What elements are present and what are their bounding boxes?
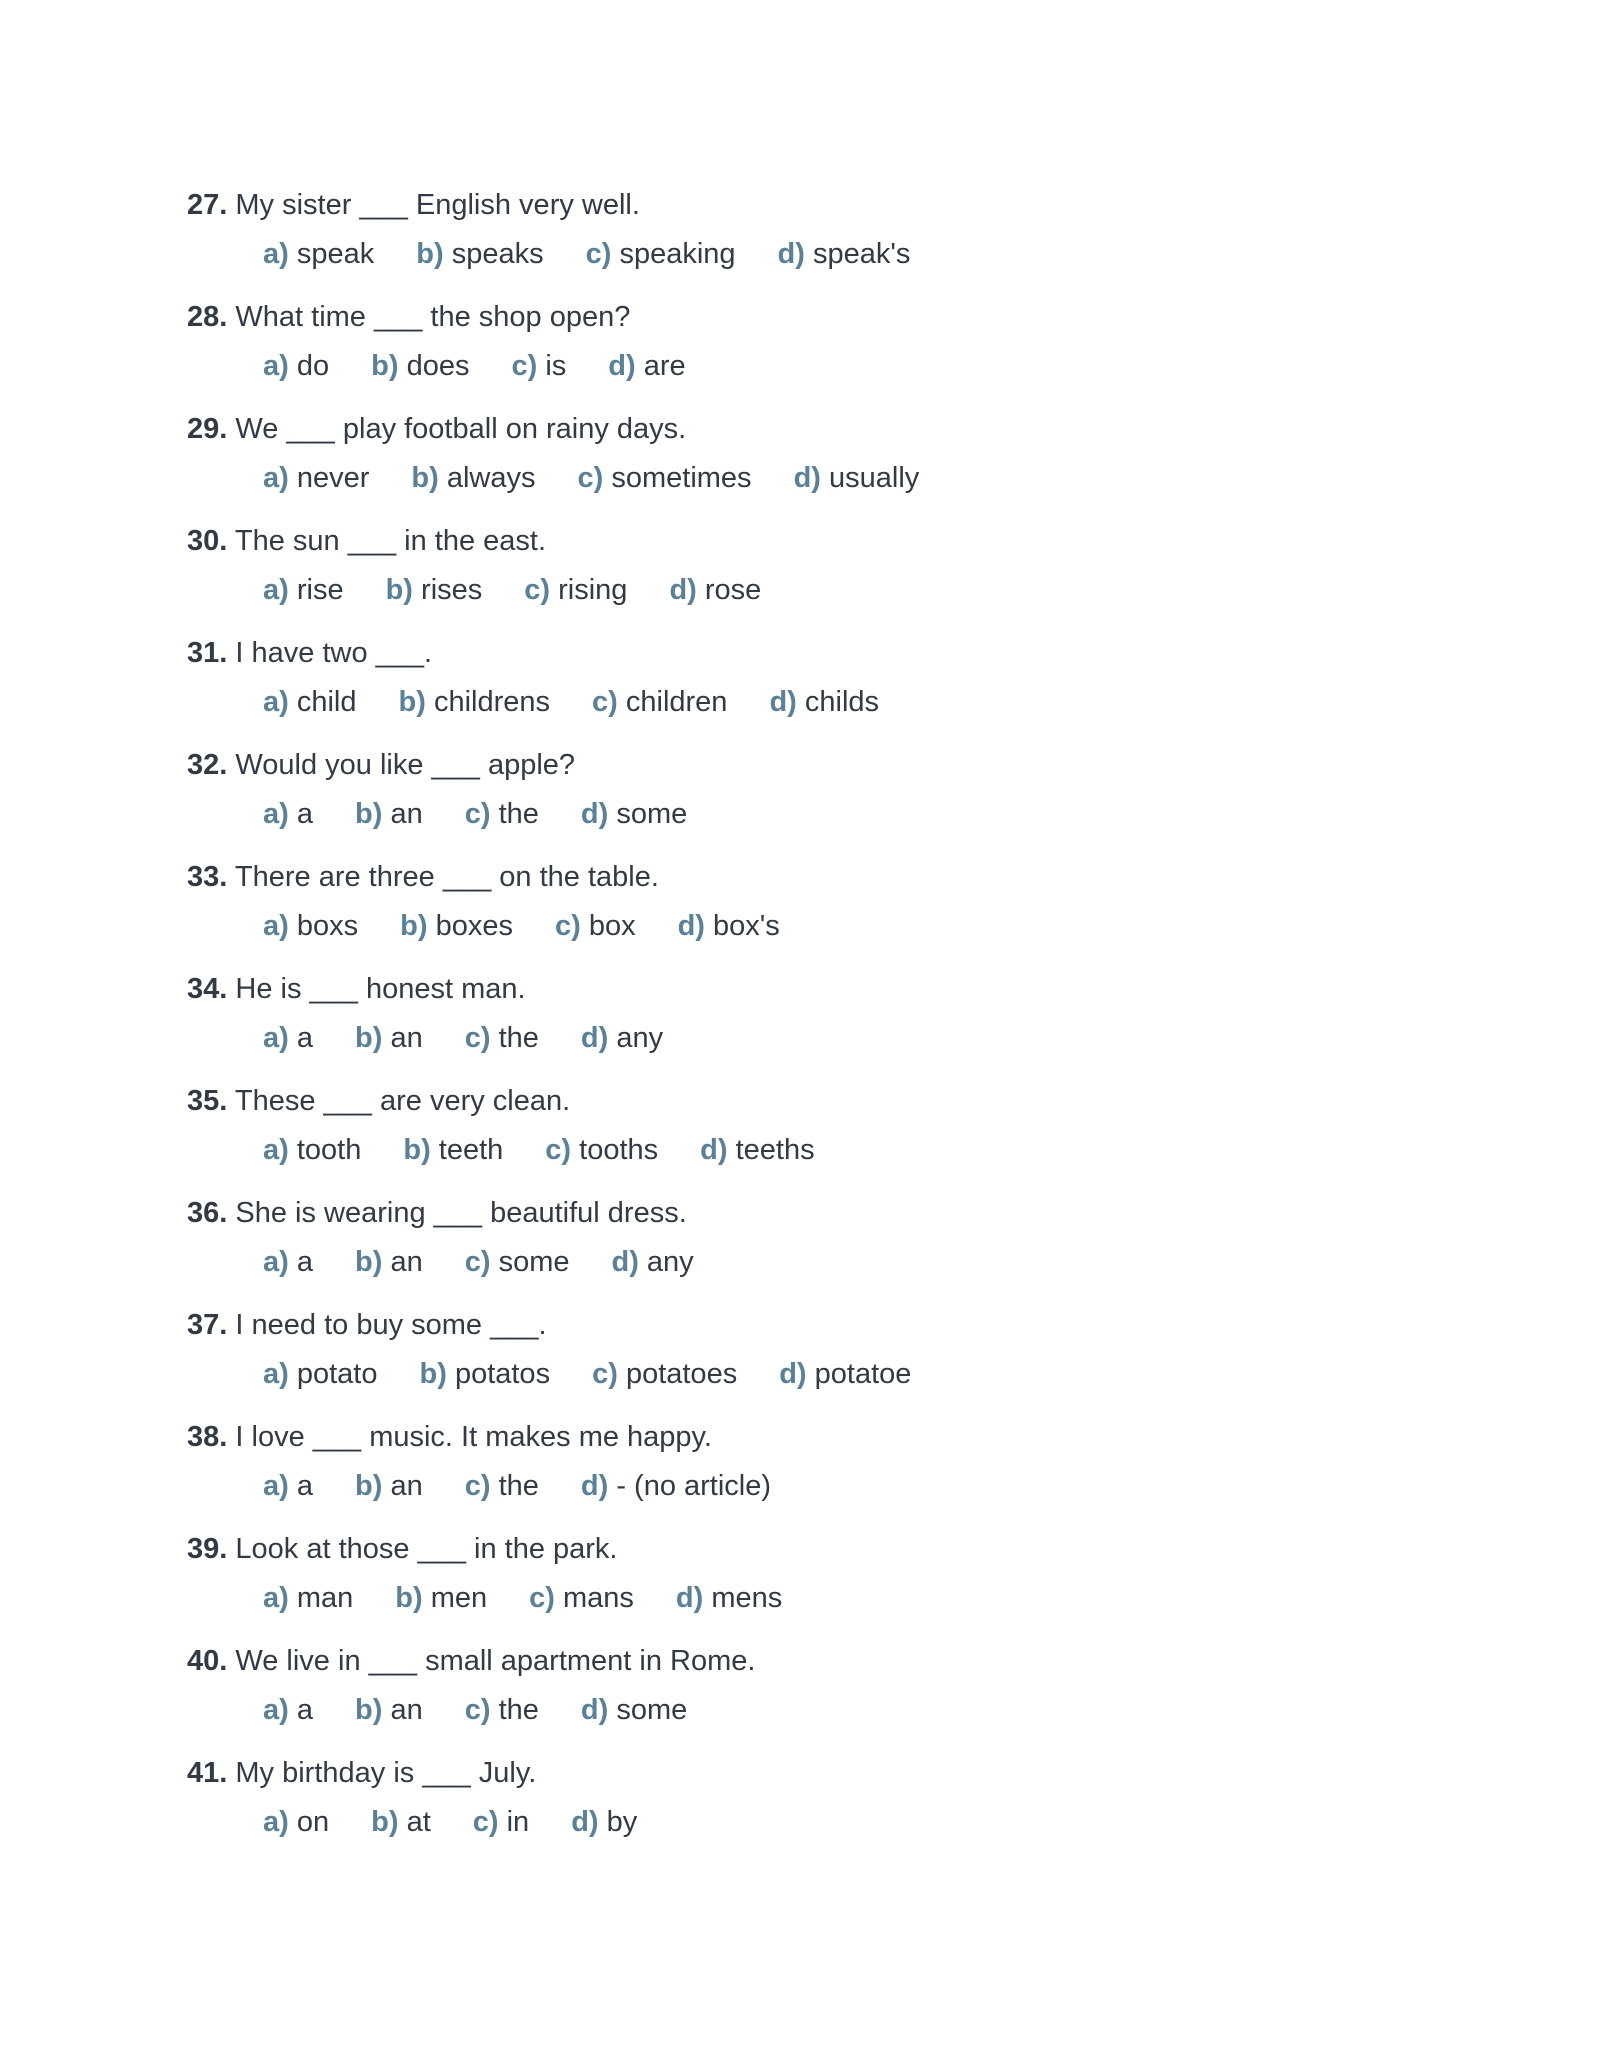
option-c[interactable] xyxy=(545,1129,658,1171)
option-letter: c) xyxy=(585,238,612,270)
option-text: teeths xyxy=(735,1134,815,1166)
question-number: 31. xyxy=(187,637,228,669)
option-d[interactable] xyxy=(676,1577,782,1619)
options-row xyxy=(263,457,1487,505)
option-text: speaking xyxy=(619,238,736,270)
option-d[interactable] xyxy=(700,1129,814,1171)
option-text: potato xyxy=(296,1358,378,1390)
option-letter: c) xyxy=(592,686,618,718)
option-b[interactable] xyxy=(386,569,483,611)
option-text: some xyxy=(616,798,688,830)
option-letter: a) xyxy=(263,462,289,494)
option-text: never xyxy=(296,462,370,494)
option-d[interactable] xyxy=(608,345,685,387)
option-text: child xyxy=(296,686,357,718)
question-text: She is wearing ___ beautiful dress. xyxy=(235,1197,687,1229)
option-text: at xyxy=(406,1806,431,1838)
option-letter: a) xyxy=(263,238,289,270)
option-c[interactable] xyxy=(592,1353,737,1395)
options-row xyxy=(263,345,1487,393)
option-letter: a) xyxy=(263,1134,289,1166)
option-c[interactable] xyxy=(524,569,627,611)
question-line xyxy=(187,401,1487,457)
question-line xyxy=(187,177,1487,233)
options-row xyxy=(263,569,1487,617)
option-b[interactable] xyxy=(420,1353,551,1395)
option-text: always xyxy=(446,462,536,494)
option-letter: d) xyxy=(580,1694,609,1726)
option-d[interactable] xyxy=(581,793,687,835)
question-41 xyxy=(187,1745,1487,1857)
option-letter: c) xyxy=(464,1022,491,1054)
option-text: the xyxy=(498,1694,539,1726)
option-letter: a) xyxy=(263,1358,289,1390)
option-letter: a) xyxy=(263,1694,289,1726)
option-c[interactable] xyxy=(578,457,752,499)
option-text: box xyxy=(588,910,636,942)
option-d[interactable] xyxy=(669,569,761,611)
option-text: some xyxy=(498,1246,570,1278)
option-letter: d) xyxy=(580,1470,609,1502)
question-line xyxy=(187,1185,1487,1241)
option-d[interactable] xyxy=(581,1689,687,1731)
option-text: is xyxy=(545,350,567,382)
question-number: 41. xyxy=(187,1757,228,1789)
option-c[interactable] xyxy=(465,1465,539,1507)
option-text: potatoe xyxy=(814,1358,912,1390)
option-d[interactable] xyxy=(779,1353,911,1395)
option-a[interactable] xyxy=(263,1689,313,1731)
option-letter: c) xyxy=(464,1246,491,1278)
question-40 xyxy=(187,1633,1487,1745)
option-letter: b) xyxy=(385,574,413,606)
option-d[interactable] xyxy=(778,233,911,275)
question-27 xyxy=(187,177,1487,289)
option-text: speaks xyxy=(451,238,544,270)
option-d[interactable] xyxy=(571,1801,637,1843)
option-text: potatos xyxy=(454,1358,551,1390)
question-number: 35. xyxy=(187,1085,228,1117)
option-b[interactable] xyxy=(355,1017,423,1059)
option-c[interactable] xyxy=(555,905,636,947)
option-letter: b) xyxy=(355,1246,383,1278)
option-letter: d) xyxy=(580,1022,609,1054)
question-text: He is ___ honest man. xyxy=(235,973,526,1005)
option-text: man xyxy=(296,1582,354,1614)
option-a[interactable] xyxy=(263,1801,329,1843)
option-text: rising xyxy=(558,574,628,606)
options-row xyxy=(263,1577,1487,1625)
option-text: by xyxy=(606,1806,638,1838)
options-row xyxy=(263,1689,1487,1737)
option-b[interactable] xyxy=(355,1465,423,1507)
option-letter: b) xyxy=(355,798,383,830)
option-a[interactable] xyxy=(263,345,329,387)
option-letter: a) xyxy=(263,350,289,382)
quiz-page xyxy=(187,177,1487,1857)
option-text: usually xyxy=(829,462,920,494)
option-a[interactable] xyxy=(263,457,369,499)
option-letter: b) xyxy=(419,1358,447,1390)
option-text: an xyxy=(390,1694,423,1726)
option-letter: d) xyxy=(777,238,805,270)
options-row xyxy=(263,1241,1487,1289)
option-letter: c) xyxy=(472,1806,499,1838)
question-number: 39. xyxy=(187,1533,228,1565)
option-a[interactable] xyxy=(263,569,344,611)
question-text: We live in ___ small apartment in Rome. xyxy=(235,1645,756,1677)
option-letter: b) xyxy=(416,238,444,270)
option-text: a xyxy=(296,1694,313,1726)
question-33 xyxy=(187,849,1487,961)
option-text: the xyxy=(498,1470,539,1502)
option-text: on xyxy=(296,1806,330,1838)
option-c[interactable] xyxy=(592,681,727,723)
option-c[interactable] xyxy=(465,1689,539,1731)
question-text: What time ___ the shop open? xyxy=(235,301,631,333)
option-letter: b) xyxy=(355,1022,383,1054)
question-line xyxy=(187,1633,1487,1689)
option-text: are xyxy=(643,350,686,382)
option-letter: c) xyxy=(464,1470,491,1502)
option-a[interactable] xyxy=(263,681,357,723)
option-c[interactable] xyxy=(465,1241,570,1283)
question-text: I have two ___. xyxy=(235,637,433,669)
question-number: 37. xyxy=(187,1309,228,1341)
option-letter: b) xyxy=(398,686,426,718)
options-row xyxy=(263,1129,1487,1177)
option-c[interactable] xyxy=(473,1801,529,1843)
option-text: any xyxy=(646,1246,694,1278)
option-text: men xyxy=(430,1582,488,1614)
option-letter: c) xyxy=(529,1582,555,1614)
option-c[interactable] xyxy=(529,1577,634,1619)
option-c[interactable] xyxy=(511,345,566,387)
option-text: in xyxy=(506,1806,530,1838)
option-b[interactable] xyxy=(400,905,513,947)
question-number: 27. xyxy=(187,189,228,221)
option-letter: a) xyxy=(263,1470,289,1502)
option-text: a xyxy=(296,1246,313,1278)
option-text: an xyxy=(390,1022,423,1054)
question-text: My sister ___ English very well. xyxy=(235,189,640,221)
option-letter: b) xyxy=(371,350,399,382)
question-number: 33. xyxy=(187,861,228,893)
option-b[interactable] xyxy=(416,233,543,275)
question-31 xyxy=(187,625,1487,737)
option-letter: c) xyxy=(511,350,538,382)
question-38 xyxy=(187,1409,1487,1521)
question-line xyxy=(187,1521,1487,1577)
option-letter: c) xyxy=(524,574,551,606)
option-text: a xyxy=(296,1470,313,1502)
option-letter: a) xyxy=(263,910,289,942)
option-text: a xyxy=(296,798,313,830)
option-d[interactable] xyxy=(581,1465,771,1507)
option-letter: d) xyxy=(769,686,797,718)
option-letter: b) xyxy=(371,1806,399,1838)
question-37 xyxy=(187,1297,1487,1409)
option-text: the xyxy=(498,1022,539,1054)
option-text: the xyxy=(498,798,539,830)
question-36 xyxy=(187,1185,1487,1297)
question-text: I love ___ music. It makes me happy. xyxy=(235,1421,712,1453)
option-letter: d) xyxy=(675,1582,704,1614)
option-a[interactable] xyxy=(263,1017,313,1059)
question-line xyxy=(187,1073,1487,1129)
option-letter: c) xyxy=(464,1694,491,1726)
option-a[interactable] xyxy=(263,1353,378,1395)
options-row xyxy=(263,793,1487,841)
question-line xyxy=(187,1745,1487,1801)
option-letter: a) xyxy=(263,798,289,830)
question-text: My birthday is ___ July. xyxy=(235,1757,537,1789)
option-letter: c) xyxy=(592,1358,618,1390)
question-number: 29. xyxy=(187,413,228,445)
option-c[interactable] xyxy=(586,233,736,275)
option-d[interactable] xyxy=(611,1241,693,1283)
question-number: 36. xyxy=(187,1197,228,1229)
question-number: 30. xyxy=(187,525,228,557)
option-letter: d) xyxy=(611,1246,639,1278)
option-letter: c) xyxy=(464,798,491,830)
option-a[interactable] xyxy=(263,1465,313,1507)
question-29 xyxy=(187,401,1487,513)
option-letter: d) xyxy=(608,350,636,382)
option-a[interactable] xyxy=(263,233,374,275)
option-text: sometimes xyxy=(611,462,752,494)
option-text: an xyxy=(390,1470,423,1502)
option-letter: b) xyxy=(411,462,439,494)
option-text: mans xyxy=(563,1582,634,1614)
question-line xyxy=(187,625,1487,681)
option-d[interactable] xyxy=(581,1017,663,1059)
question-line xyxy=(187,1409,1487,1465)
question-line xyxy=(187,737,1487,793)
option-b[interactable] xyxy=(371,1801,431,1843)
option-letter: d) xyxy=(677,910,705,942)
question-line xyxy=(187,849,1487,905)
option-b[interactable] xyxy=(371,345,469,387)
option-letter: a) xyxy=(263,686,289,718)
option-d[interactable] xyxy=(794,457,920,499)
option-a[interactable] xyxy=(263,905,358,947)
question-35 xyxy=(187,1073,1487,1185)
option-text: children xyxy=(625,686,728,718)
question-text: We ___ play football on rainy days. xyxy=(235,413,687,445)
option-letter: a) xyxy=(263,1022,289,1054)
option-letter: b) xyxy=(355,1694,383,1726)
question-number: 40. xyxy=(187,1645,228,1677)
options-row xyxy=(263,1801,1487,1849)
option-letter: a) xyxy=(263,574,289,606)
option-letter: c) xyxy=(577,462,604,494)
question-28 xyxy=(187,289,1487,401)
option-text: rises xyxy=(421,574,483,606)
question-text: There are three ___ on the table. xyxy=(234,861,659,893)
question-32 xyxy=(187,737,1487,849)
option-text: rose xyxy=(704,574,762,606)
option-c[interactable] xyxy=(465,793,539,835)
question-number: 32. xyxy=(187,749,228,781)
question-text: Would you like ___ apple? xyxy=(235,749,576,781)
question-line xyxy=(187,961,1487,1017)
option-letter: d) xyxy=(580,798,609,830)
option-letter: c) xyxy=(554,910,581,942)
option-text: - (no article) xyxy=(616,1470,772,1502)
option-text: speak's xyxy=(812,238,911,270)
option-letter: b) xyxy=(400,910,428,942)
option-text: rise xyxy=(296,574,344,606)
option-b[interactable] xyxy=(403,1129,503,1171)
question-line xyxy=(187,1297,1487,1353)
option-text: boxes xyxy=(435,910,513,942)
question-number: 28. xyxy=(187,301,228,333)
option-a[interactable] xyxy=(263,1129,361,1171)
option-text: mens xyxy=(711,1582,783,1614)
option-text: an xyxy=(390,798,423,830)
option-letter: b) xyxy=(403,1134,431,1166)
option-c[interactable] xyxy=(465,1017,539,1059)
option-b[interactable] xyxy=(355,1241,423,1283)
question-number: 34. xyxy=(187,973,228,1005)
option-text: a xyxy=(296,1022,313,1054)
option-text: some xyxy=(616,1694,688,1726)
option-letter: c) xyxy=(545,1134,572,1166)
option-d[interactable] xyxy=(769,681,879,723)
option-text: speak xyxy=(296,238,375,270)
option-letter: b) xyxy=(395,1582,423,1614)
option-letter: d) xyxy=(779,1358,807,1390)
question-line xyxy=(187,289,1487,345)
question-text: Look at those ___ in the park. xyxy=(235,1533,618,1565)
option-text: potatoes xyxy=(625,1358,738,1390)
option-text: box's xyxy=(713,910,780,942)
option-b[interactable] xyxy=(411,457,535,499)
option-text: tooths xyxy=(579,1134,659,1166)
option-letter: d) xyxy=(571,1806,599,1838)
option-text: teeth xyxy=(438,1134,504,1166)
option-b[interactable] xyxy=(399,681,551,723)
options-row xyxy=(263,1465,1487,1513)
question-number: 38. xyxy=(187,1421,228,1453)
question-30 xyxy=(187,513,1487,625)
option-a[interactable] xyxy=(263,1241,313,1283)
option-b[interactable] xyxy=(355,793,423,835)
options-row xyxy=(263,1353,1487,1401)
options-row xyxy=(263,233,1487,281)
option-a[interactable] xyxy=(263,793,313,835)
question-text: I need to buy some ___. xyxy=(235,1309,547,1341)
question-text: The sun ___ in the east. xyxy=(234,525,547,557)
option-text: childs xyxy=(804,686,880,718)
option-b[interactable] xyxy=(395,1577,487,1619)
option-text: does xyxy=(406,350,470,382)
option-letter: b) xyxy=(355,1470,383,1502)
option-letter: a) xyxy=(263,1806,289,1838)
option-text: any xyxy=(616,1022,664,1054)
options-row xyxy=(263,1017,1487,1065)
option-letter: d) xyxy=(793,462,821,494)
option-d[interactable] xyxy=(678,905,780,947)
options-row xyxy=(263,681,1487,729)
option-text: an xyxy=(390,1246,423,1278)
option-letter: a) xyxy=(263,1246,289,1278)
question-39 xyxy=(187,1521,1487,1633)
option-text: childrens xyxy=(433,686,551,718)
question-text: These ___ are very clean. xyxy=(234,1085,571,1117)
option-text: boxs xyxy=(296,910,359,942)
option-text: tooth xyxy=(296,1134,362,1166)
option-text: do xyxy=(296,350,330,382)
option-a[interactable] xyxy=(263,1577,353,1619)
question-34 xyxy=(187,961,1487,1073)
question-line xyxy=(187,513,1487,569)
option-letter: d) xyxy=(669,574,697,606)
option-letter: a) xyxy=(263,1582,289,1614)
options-row xyxy=(263,905,1487,953)
option-b[interactable] xyxy=(355,1689,423,1731)
option-letter: d) xyxy=(700,1134,728,1166)
